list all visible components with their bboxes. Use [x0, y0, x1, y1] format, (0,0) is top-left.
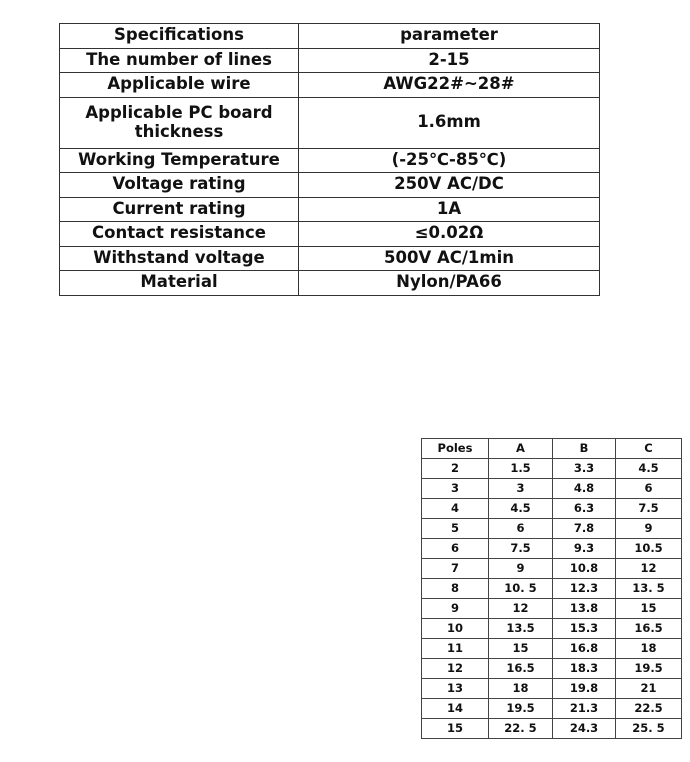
table-cell: 10. 5: [489, 579, 553, 599]
table-cell: The number of lines: [60, 48, 299, 73]
table-cell: 3: [422, 479, 489, 499]
table-cell: 6.3: [553, 499, 616, 519]
table-header-row: [60, 24, 600, 49]
table-cell: 7: [422, 559, 489, 579]
table-cell: 21: [616, 679, 682, 699]
table-row: [422, 479, 682, 499]
table-row: [422, 619, 682, 639]
table-cell: 12.3: [553, 579, 616, 599]
table-cell: 16.8: [553, 639, 616, 659]
table-cell: 15: [422, 719, 489, 739]
table-cell: 10.5: [616, 539, 682, 559]
table-row: [422, 559, 682, 579]
table-cell: 1.5: [489, 459, 553, 479]
table-cell: 19.5: [489, 699, 553, 719]
table-cell: Nylon/PA66: [299, 271, 600, 296]
table-row: [60, 73, 600, 98]
header-cell: A: [489, 439, 553, 459]
table-cell: 2: [422, 459, 489, 479]
table-cell: 12: [489, 599, 553, 619]
table-cell: 4.5: [489, 499, 553, 519]
table-row: [60, 246, 600, 271]
dimensions-table: [421, 438, 682, 739]
table-cell: 3.3: [553, 459, 616, 479]
table-cell: (-25℃-85℃): [299, 148, 600, 173]
table-cell: 6: [422, 539, 489, 559]
table-cell: 9: [489, 559, 553, 579]
table-cell: 2-15: [299, 48, 600, 73]
table-cell: 6: [489, 519, 553, 539]
table-cell: 15: [616, 599, 682, 619]
table-cell: Voltage rating: [60, 173, 299, 198]
table-cell: 12: [422, 659, 489, 679]
header-cell: Specifications: [60, 24, 299, 49]
table-cell: 10: [422, 619, 489, 639]
table-row: [60, 148, 600, 173]
table-cell: 7.5: [616, 499, 682, 519]
table-row: [60, 97, 600, 148]
table-row: [422, 639, 682, 659]
table-cell: 500V AC/1min: [299, 246, 600, 271]
table-cell: Withstand voltage: [60, 246, 299, 271]
header-cell: C: [616, 439, 682, 459]
table-cell: 4.8: [553, 479, 616, 499]
header-cell: parameter: [299, 24, 600, 49]
table-cell: 16.5: [616, 619, 682, 639]
table-cell: 8: [422, 579, 489, 599]
table-cell: 10.8: [553, 559, 616, 579]
table-cell: 4: [422, 499, 489, 519]
table-cell: 22.5: [616, 699, 682, 719]
table-row: [422, 699, 682, 719]
table-cell: Applicable wire: [60, 73, 299, 98]
table-row: [422, 659, 682, 679]
table-row: [422, 599, 682, 619]
table-row: [422, 499, 682, 519]
table-cell: 1.6mm: [299, 97, 600, 148]
table-cell: 16.5: [489, 659, 553, 679]
table-row: [60, 271, 600, 296]
table-cell: Working Temperature: [60, 148, 299, 173]
table-cell: 13: [422, 679, 489, 699]
table-cell: 15: [489, 639, 553, 659]
table-cell: 13.8: [553, 599, 616, 619]
table-cell: 6: [616, 479, 682, 499]
table-cell: Material: [60, 271, 299, 296]
table-cell: 7.8: [553, 519, 616, 539]
table-cell: Applicable PC board thickness: [60, 97, 299, 148]
table-cell: 4.5: [616, 459, 682, 479]
table-row: [422, 679, 682, 699]
table-cell: ≤0.02Ω: [299, 222, 600, 247]
table-cell: 19.8: [553, 679, 616, 699]
header-cell: B: [553, 439, 616, 459]
header-cell: Poles: [422, 439, 489, 459]
table-cell: Current rating: [60, 197, 299, 222]
table-cell: 25. 5: [616, 719, 682, 739]
table-cell: 5: [422, 519, 489, 539]
table-cell: 21.3: [553, 699, 616, 719]
table-cell: 18.3: [553, 659, 616, 679]
table-cell: AWG22#~28#: [299, 73, 600, 98]
table-cell: 19.5: [616, 659, 682, 679]
table-cell: 22. 5: [489, 719, 553, 739]
table-cell: Contact resistance: [60, 222, 299, 247]
table-header-row: [422, 439, 682, 459]
table-row: [422, 459, 682, 479]
table-cell: 18: [616, 639, 682, 659]
table-row: [422, 519, 682, 539]
table-cell: 9: [616, 519, 682, 539]
table-cell: 13. 5: [616, 579, 682, 599]
table-cell: 15.3: [553, 619, 616, 639]
table-cell: 11: [422, 639, 489, 659]
table-cell: 24.3: [553, 719, 616, 739]
table-row: [60, 173, 600, 198]
table-cell: 3: [489, 479, 553, 499]
table-cell: 13.5: [489, 619, 553, 639]
specifications-table: [59, 23, 600, 296]
table-row: [422, 579, 682, 599]
table-row: [60, 197, 600, 222]
table-row: [60, 222, 600, 247]
table-row: [422, 539, 682, 559]
table-cell: 12: [616, 559, 682, 579]
table-cell: 9: [422, 599, 489, 619]
table-cell: 14: [422, 699, 489, 719]
table-cell: 250V AC/DC: [299, 173, 600, 198]
table-cell: 1A: [299, 197, 600, 222]
table-cell: 7.5: [489, 539, 553, 559]
table-cell: 9.3: [553, 539, 616, 559]
table-cell: 18: [489, 679, 553, 699]
table-row: [60, 48, 600, 73]
table-row: [422, 719, 682, 739]
